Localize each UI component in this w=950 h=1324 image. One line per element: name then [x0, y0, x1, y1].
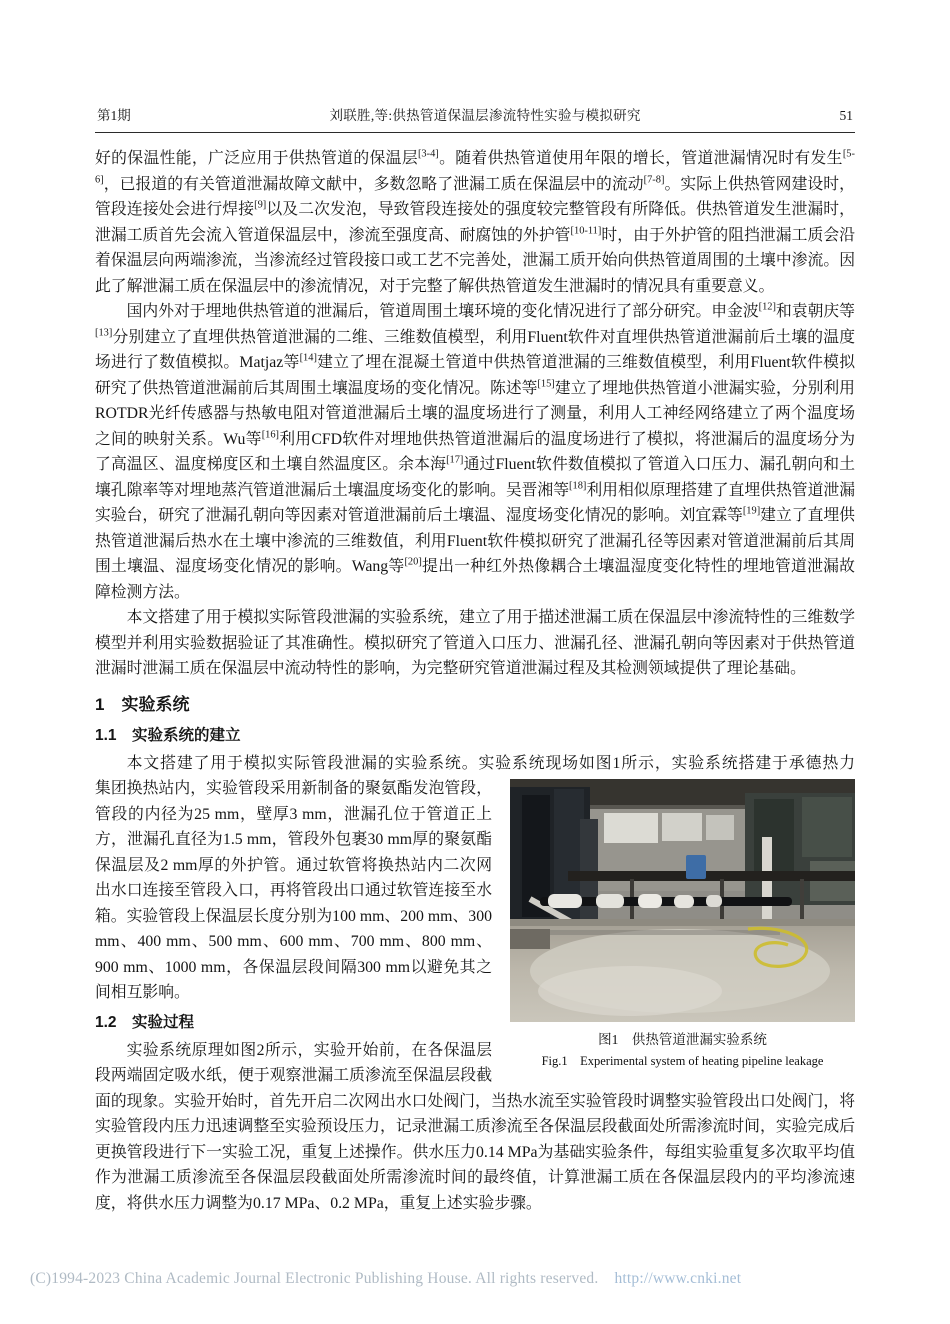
figure-1	[510, 779, 855, 1069]
copyright-text: (C)1994-2023 China Academic Journal Electronic Publishing House. All rights reserved.	[30, 1270, 599, 1287]
paragraph-intro-2: 国内外对于埋地供热管道的泄漏后，管道周围土壤环境的变化情况进行了部分研究。申金波[12]和袁朝庆等[13]分别建立了直埋供热管道泄漏的二维、三维数值模型，利用Fluent软件对直埋供热管道泄漏前后土壤的温度场进行了数值模拟。Matjaz等[14]建立了埋在混凝土管道中供热管道泄漏的三维数值模型，利用Fluent软件模拟研究了供热管道泄漏前后其周围土壤温度场的变化情况。陈述等[15]建立了埋地供热管道小泄漏实验，分别利用ROTDR光纤传感器与热敏电阻对管道泄漏后土壤的温度场进行了测量，利用人工神经网络建立了两个温度场之间的映射关系。Wu等[16]利用CFD软件对埋地供热管道泄漏后的温度场进行了模拟，将泄漏后的温度场分为了高温区、温度梯度区和土壤自然温度区。余本海[17]通过Fluent软件数值模拟了管道入口压力、漏孔朝向和土壤孔隙率等对埋地蒸汽管道泄漏后土壤温度场变化的影响。吴晋湘等[18]利用相似原理搭建了直埋供热管道泄漏实验台，研究了泄漏孔朝向等因素对管道泄漏前后土壤温、湿度场变化情况的影响。刘宜霖等[19]建立了直埋供热管道泄漏后热水在土壤中渗流的三维数值，利用Fluent软件模拟研究了泄漏孔径等因素对管道泄漏前后其周围土壤温、湿度场变化情况的影响。Wang等[20]提出一种红外热像耦合土壤温湿度变化特性的埋地管道泄漏故障检测方法。	[95, 301, 855, 601]
cnki-url: http://www.cnki.net	[614, 1270, 742, 1287]
paragraph-1-1-lead: 本文搭建了用于模拟实际管段泄漏的实验系统。实验系统现场如图1所示，实验系统搭建于承德热力	[126, 754, 855, 772]
paragraph-1-1-rest: 集团换热站内，实验管段采用新制备的聚氨酯发泡管段，管段的内径为25 mm，壁厚3 mm，泄漏孔位于管道正上方，泄漏孔直径为1.5 mm，管段外包裹30 mm厚的聚氨酯保温层及2 mm厚的外护管。通过软管将换热站内二次网出水口连接至管段入口，再将管段出口通过软管连接至水箱。实验管段上保温层长度分别为100 mm、200 mm、300 mm、400 mm、500 mm、600 mm、700 mm、800 mm、900 mm、1000 mm，各保温层段间隔300 mm以避免其之间相互影响。	[95, 780, 492, 1001]
issue-label: 第1期	[97, 108, 131, 123]
section-1-heading: 1 实验系统	[95, 694, 190, 714]
figure-1-photo	[510, 779, 855, 1022]
figure-1-caption-en: Fig.1 Experimental system of heating pipeline leakage	[541, 1054, 824, 1068]
copyright-footer	[30, 1270, 930, 1288]
paragraph-intro-3: 本文搭建了用于模拟实际管段泄漏的实验系统，建立了用于描述泄漏工质在保温层中渗流特性的三维数学模型并利用实验数据验证了其准确性。模拟研究了管道入口压力、泄漏孔径、泄漏孔朝向等因素对于供热管道泄漏时泄漏工质在保温层中流动特性的影响，为完整研究管道泄漏过程及其检测领域提供了理论基础。	[95, 609, 855, 677]
page-number: 51	[839, 108, 853, 123]
section-1-2-heading: 1.2 实验过程	[95, 1013, 195, 1031]
paragraph-intro-1: 好的保温性能，广泛应用于供热管道的保温层[3-4]。随着供热管道使用年限的增长，管道泄漏情况时有发生[5-6]，已报道的有关管道泄漏故障文献中，多数忽略了泄漏工质在保温层中的流动[7-8]。实际上供热管网建设时，管段连接处会进行焊接[9]以及二次发泡，导致管段连接处的强度较完整管段有所降低。供热管道发生泄漏时，泄漏工质首先会流入管道保温层中，渗流至强度高、耐腐蚀的外护管[10-11]时，由于外护管的阻挡泄漏工质会沿着保温层向两端渗流，当渗流经过管段接口或工艺不完善处，泄漏工质开始向供热管道周围的土壤中渗流。因此了解泄漏工质在保温层中的渗流情况，对于完整了解供热管道发生泄漏时的情况具有重要意义。	[95, 148, 855, 295]
paper-body	[95, 146, 855, 1216]
figure-1-caption-zh: 图1 供热管道泄漏实验系统	[598, 1032, 767, 1047]
section-1-1-heading: 1.1 实验系统的建立	[95, 726, 241, 744]
paragraph-1-2: 实验系统原理如图2所示，实验开始前，在各保温层段两端固定吸水纸，便于观察泄漏工质渗流至保温层段截面的现象。实验开始时，首先开启二次网出水口处阀门，当热水流至实验管段时调整实验管段出口处阀门，将实验管段内压力迅速调整至实验预设压力，记录泄漏工质渗流至各保温层段截面处所需渗流时间，实验完成后更换管段进行下一实验工况，重复上述操作。供水压力0.14 MPa为基础实验条件，每组实验重复多次取平均值作为泄漏工质渗流至各保温层段截面处所需渗流时间的最终值，计算泄漏工质在各保温层段内的平均渗流速度，将供水压力调整为0.17 MPa、0.2 MPa，重复上述实验步骤。	[95, 1041, 855, 1212]
page-header	[95, 104, 855, 133]
photo-floor	[510, 919, 855, 1022]
running-title: 刘联胜,等:供热管道保温层渗流特性实验与模拟研究	[329, 108, 641, 123]
